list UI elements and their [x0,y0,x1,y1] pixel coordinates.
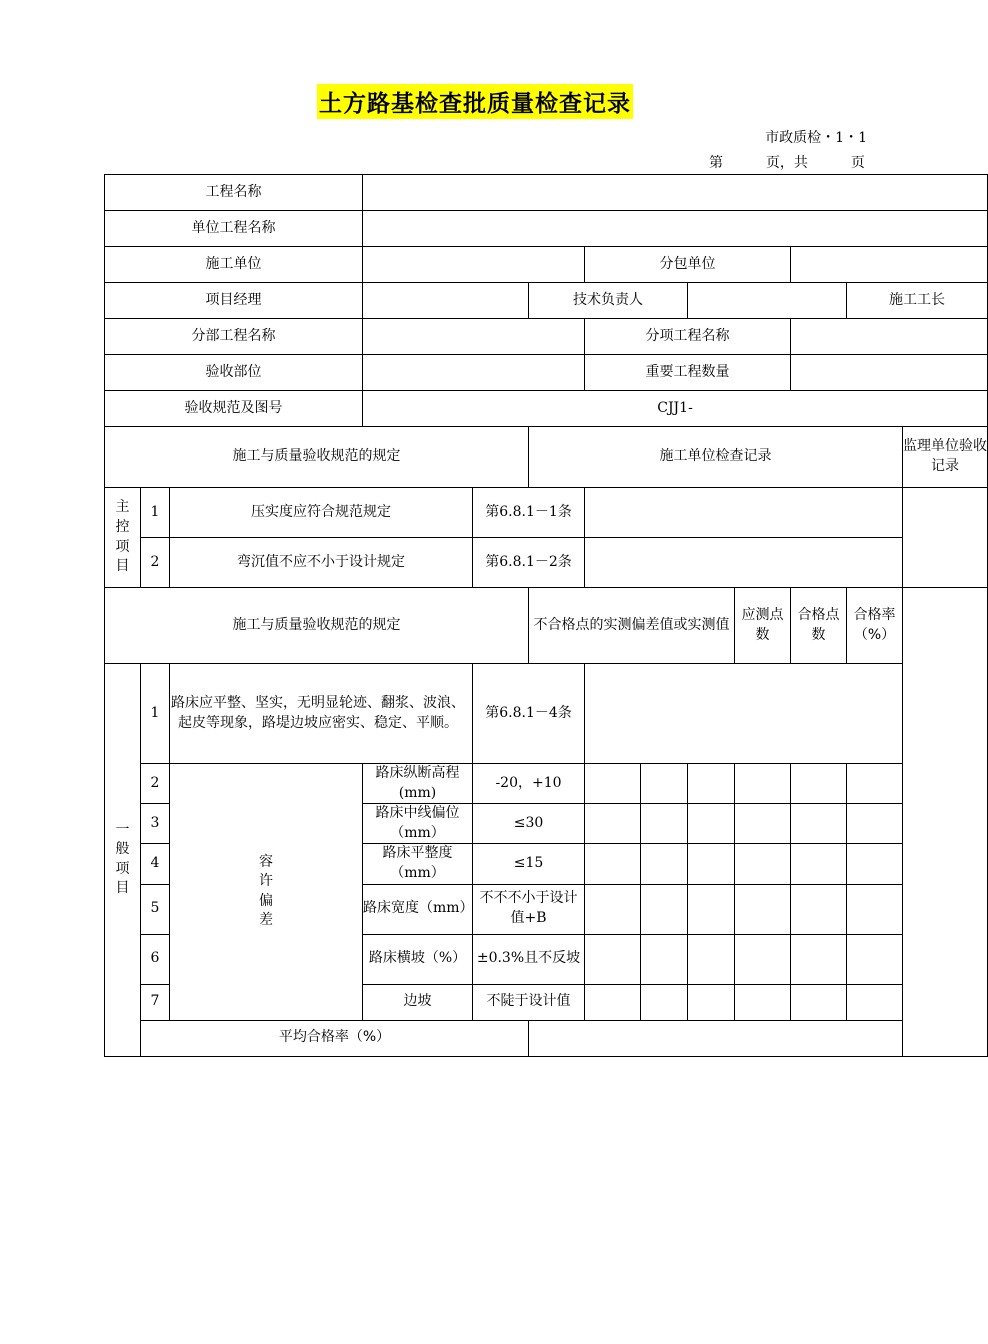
measure-cell[interactable] [641,764,688,804]
points-pass-header: 合格点数 [791,588,847,664]
page-label-ye: 页 [850,155,865,171]
general-item-value: -20，+10 [473,764,585,804]
page-title: 土方路基检查批质量检查记录 [317,84,633,119]
general-item-no: 2 [141,764,170,804]
measure-cell[interactable] [688,884,735,934]
main-control-label: 主控项目 [105,488,141,588]
measure-cell[interactable] [735,934,791,984]
acceptance-location-field[interactable] [363,355,585,391]
general-item-value: ≤15 [473,844,585,884]
general-supervisor-record[interactable] [903,588,988,1057]
measure-cell[interactable] [688,984,735,1020]
tech-lead-label: 技术负责人 [529,283,688,319]
measure-cell[interactable] [847,884,903,934]
general-item-record[interactable] [585,664,903,764]
general-item-no: 4 [141,844,170,884]
subcontractor-field[interactable] [791,247,988,283]
points-required-header: 应测点数 [735,588,791,664]
key-quantity-field[interactable] [791,355,988,391]
measure-cell[interactable] [585,884,641,934]
page-label-ye-gong: 页，共 [765,155,808,171]
measure-cell[interactable] [791,884,847,934]
spec-label: 验收规范及图号 [105,391,363,427]
measure-cell[interactable] [847,844,903,884]
project-name-field[interactable] [363,175,988,211]
measure-cell[interactable] [735,764,791,804]
general-item-value: ≤30 [473,804,585,844]
measure-cell[interactable] [585,764,641,804]
general-item-desc: 路床纵断高程(mm) [363,764,473,804]
page-label-di: 第 [709,155,723,171]
general-item-value: ±0.3%且不反坡 [473,934,585,984]
measure-cell[interactable] [735,884,791,934]
item-name-label: 分项工程名称 [585,319,791,355]
general-item-desc: 边坡 [363,984,473,1020]
general-label: 一般项目 [105,664,141,1057]
inspection-form [104,174,988,1057]
tech-lead-field[interactable] [688,283,847,319]
measure-cell[interactable] [735,804,791,844]
division-name-field[interactable] [363,319,585,355]
division-name-label: 分部工程名称 [105,319,363,355]
measure-cell[interactable] [791,984,847,1020]
site-foreman-label: 施工工长 [847,283,988,319]
general-item-desc: 路床宽度（mm） [363,884,473,934]
page-number [709,152,865,172]
measure-cell[interactable] [735,844,791,884]
contractor-field[interactable] [363,247,585,283]
avg-pass-rate-label: 平均合格率（%） [141,1020,529,1056]
contractor-record-header: 施工单位检查记录 [529,427,903,488]
main-item-desc: 压实度应符合规范规定 [170,488,473,538]
measure-cell[interactable] [688,844,735,884]
measure-cell[interactable] [847,804,903,844]
pass-rate-header: 合格率（%） [847,588,903,664]
measure-cell[interactable] [791,804,847,844]
project-manager-label: 项目经理 [105,283,363,319]
acceptance-location-label: 验收部位 [105,355,363,391]
title-area [0,84,950,119]
measure-cell[interactable] [641,804,688,844]
avg-pass-rate-field[interactable] [529,1020,903,1056]
supervisor-record-header: 监理单位验收记录 [903,427,988,488]
measure-cell[interactable] [688,804,735,844]
measure-cell[interactable] [585,804,641,844]
form-code: 市政质检・1・1 [765,130,867,146]
main-item-record[interactable] [585,488,903,538]
spec-rules-header: 施工与质量验收规范的规定 [105,427,529,488]
general-item-desc: 路床中线偏位（mm） [363,804,473,844]
general-item-no: 6 [141,934,170,984]
measure-cell[interactable] [585,984,641,1020]
main-item-no: 1 [141,488,170,538]
measure-cell[interactable] [641,934,688,984]
general-item-desc: 路床应平整、坚实，无明显轮迹、翻浆、波浪、起皮等现象，路堤边坡应密实、稳定、平顺。 [170,664,473,764]
subcontractor-label: 分包单位 [585,247,791,283]
measure-cell[interactable] [641,984,688,1020]
main-item-clause: 第6.8.1－2条 [473,538,585,588]
general-item-clause: 第6.8.1－4条 [473,664,585,764]
measure-cell[interactable] [791,934,847,984]
deviation-header: 不合格点的实测偏差值或实测值 [529,588,735,664]
key-quantity-label: 重要工程数量 [585,355,791,391]
general-item-no: 5 [141,884,170,934]
unit-project-name-field[interactable] [363,211,988,247]
project-name-label: 工程名称 [105,175,363,211]
measure-cell[interactable] [641,844,688,884]
main-item-record[interactable] [585,538,903,588]
general-item-value: 不陡于设计值 [473,984,585,1020]
contractor-label: 施工单位 [105,247,363,283]
measure-cell[interactable] [791,764,847,804]
general-item-desc: 路床平整度（mm） [363,844,473,884]
measure-cell[interactable] [585,844,641,884]
main-item-desc: 弯沉值不应不小于设计规定 [170,538,473,588]
unit-project-name-label: 单位工程名称 [105,211,363,247]
spec-rules-header-2: 施工与质量验收规范的规定 [105,588,529,664]
measure-cell[interactable] [641,884,688,934]
item-name-field[interactable] [791,319,988,355]
general-item-no: 1 [141,664,170,764]
general-item-desc: 路床横坡（%） [363,934,473,984]
measure-cell[interactable] [585,934,641,984]
measure-cell[interactable] [735,984,791,1020]
measure-cell[interactable] [847,984,903,1020]
general-item-value: 不不不小于设计值+B [473,884,585,934]
main-item-clause: 第6.8.1－1条 [473,488,585,538]
project-manager-field[interactable] [363,283,529,319]
main-supervisor-record[interactable] [903,488,988,588]
general-item-no: 7 [141,984,170,1020]
measure-cell[interactable] [791,844,847,884]
measure-cell[interactable] [688,764,735,804]
spec-value[interactable]: CJJ1- [363,391,988,427]
general-item-no: 3 [141,804,170,844]
measure-cell[interactable] [847,934,903,984]
measure-cell[interactable] [688,934,735,984]
tolerance-label: 容许偏差 [170,764,363,1021]
main-item-no: 2 [141,538,170,588]
measure-cell[interactable] [847,764,903,804]
